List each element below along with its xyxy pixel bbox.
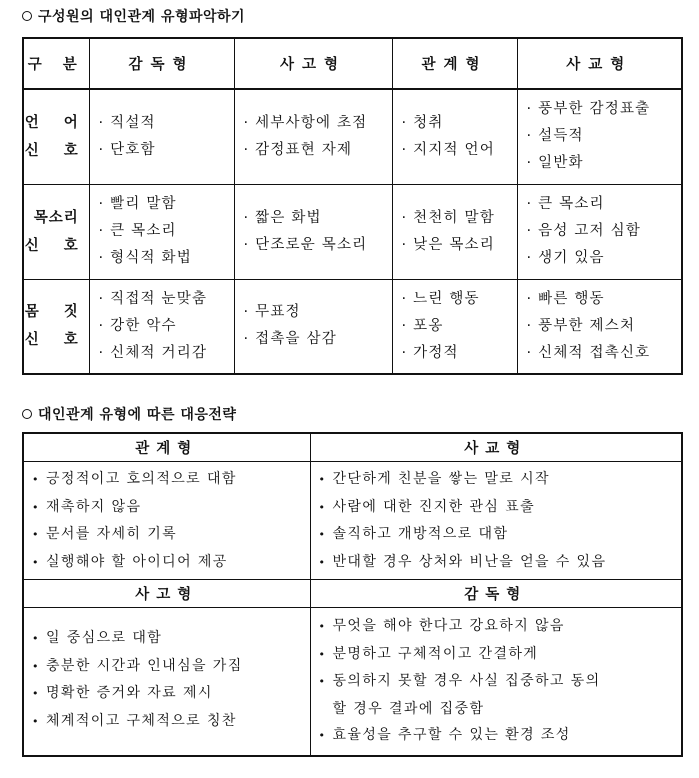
bullet-icon: • <box>32 687 40 700</box>
table-cell: · 풍부한 감정표출 · 설득적 · 일반화 <box>517 89 682 184</box>
table-cell: · 큰 목소리 · 음성 고저 심함 · 생기 있음 <box>517 184 682 279</box>
list-item: • 솔직하고 개방적으로 대함 <box>319 521 682 549</box>
section-title: 대인관계 유형에 따른 대응전략 <box>38 407 237 423</box>
list-item-continuation: 할 경우 결과에 집중함 <box>332 700 485 717</box>
list-item: • 명확한 증거와 자료 제시 <box>32 680 310 708</box>
table-cell <box>310 608 682 756</box>
list-item: • 충분한 시간과 인내심을 가짐 <box>32 653 310 681</box>
header-row <box>23 433 682 462</box>
table-row <box>23 279 682 374</box>
header-social: 사교형 <box>517 38 682 89</box>
table-row <box>23 89 682 184</box>
table-cell: · 빨리 말함 · 큰 목소리 · 형식적 화법 <box>89 184 234 279</box>
header-thinker: 사고형 <box>23 580 310 608</box>
bullet-icon: • <box>32 528 40 541</box>
table-cell <box>23 462 310 580</box>
bullet-icon: • <box>318 729 327 742</box>
circle-bullet-icon <box>22 409 32 419</box>
list-item: • 체계적이고 구체적으로 칭찬 <box>32 708 310 736</box>
header-thinker: 사고형 <box>234 38 392 89</box>
row-label: 몸 짓 신 호 <box>23 279 89 374</box>
header-supervisor: 감독형 <box>89 38 234 89</box>
bullet-icon: • <box>318 620 327 633</box>
table-cell: · 직접적 눈맞춤 · 강한 악수 · 신체적 거리감 <box>89 279 234 374</box>
bullet-icon: • <box>318 528 327 541</box>
bullet-icon: • <box>318 675 327 688</box>
table-cell: · 짧은 화법 · 단조로운 목소리 <box>234 184 392 279</box>
row-label: 목소리 신 호 <box>23 184 89 279</box>
table-cell <box>23 608 310 756</box>
bullet-icon: • <box>318 473 327 486</box>
table-row <box>23 184 682 279</box>
list-item: • 반대할 경우 상처와 비난을 얻을 수 있음 <box>319 549 682 577</box>
bullet-icon: • <box>32 555 40 569</box>
table-cell: · 직설적 · 단호함 <box>89 89 234 184</box>
list-item: • 재촉하지 않음 <box>32 494 310 522</box>
section-heading-strategies <box>22 404 236 424</box>
bullet-icon: • <box>32 659 40 673</box>
bullet-icon: • <box>32 500 40 514</box>
table-row <box>23 608 682 756</box>
list-item: • 실행해야 할 아이디어 제공 <box>32 549 310 577</box>
list-item: • 사람에 대한 진지한 관심 표출 <box>319 494 682 522</box>
bullet-icon: • <box>32 473 40 486</box>
header-relational: 관계형 <box>392 38 517 89</box>
header-row <box>23 38 682 89</box>
header-supervisor: 감독형 <box>310 580 682 608</box>
row-label: 언 어 신 호 <box>23 89 89 184</box>
bullet-icon: • <box>318 555 327 569</box>
circle-bullet-icon <box>22 11 32 21</box>
table-row <box>23 462 682 580</box>
strategies-table <box>22 432 683 757</box>
bullet-icon: • <box>318 647 327 661</box>
table-cell: · 세부사항에 초점 · 감정표현 자제 <box>234 89 392 184</box>
table-cell: · 느린 행동 · 포옹 · 가정적 <box>392 279 517 374</box>
list-item: • 무엇을 해야 한다고 강요하지 않음 <box>319 613 682 641</box>
header-social: 사교형 <box>310 433 682 462</box>
header-row <box>23 580 682 608</box>
section-title: 구성원의 대인관계 유형파악하기 <box>38 9 246 25</box>
list-item: • 분명하고 구체적이고 간결하게 <box>319 641 682 669</box>
table-cell: · 빠른 행동 · 풍부한 제스처 · 신체적 접촉신호 <box>517 279 682 374</box>
table-cell: · 청취 · 지지적 언어 <box>392 89 517 184</box>
table-cell <box>310 462 682 580</box>
bullet-icon: • <box>318 500 327 514</box>
types-table <box>22 37 683 375</box>
header-category: 구 분 <box>23 38 89 89</box>
bullet-icon: • <box>32 632 40 645</box>
list-item: • 긍정적이고 호의적으로 대함 <box>32 466 310 494</box>
table-cell: · 천천히 말함 · 낮은 목소리 <box>392 184 517 279</box>
list-item: • 동의하지 못할 경우 사실 집중하고 동의 <box>319 668 682 696</box>
bullet-icon: • <box>32 714 40 728</box>
section-heading-types <box>22 6 245 26</box>
list-item: • 일 중심으로 대함 <box>32 625 310 653</box>
list-item: • 효율성을 추구할 수 있는 환경 조성 <box>319 722 682 750</box>
header-relational: 관계형 <box>23 433 310 462</box>
table-cell: · 무표정 · 접촉을 삼감 <box>234 279 392 374</box>
list-item: • 간단하게 친분을 쌓는 말로 시작 <box>319 466 682 494</box>
list-item: • 문서를 자세히 기록 <box>32 521 310 549</box>
